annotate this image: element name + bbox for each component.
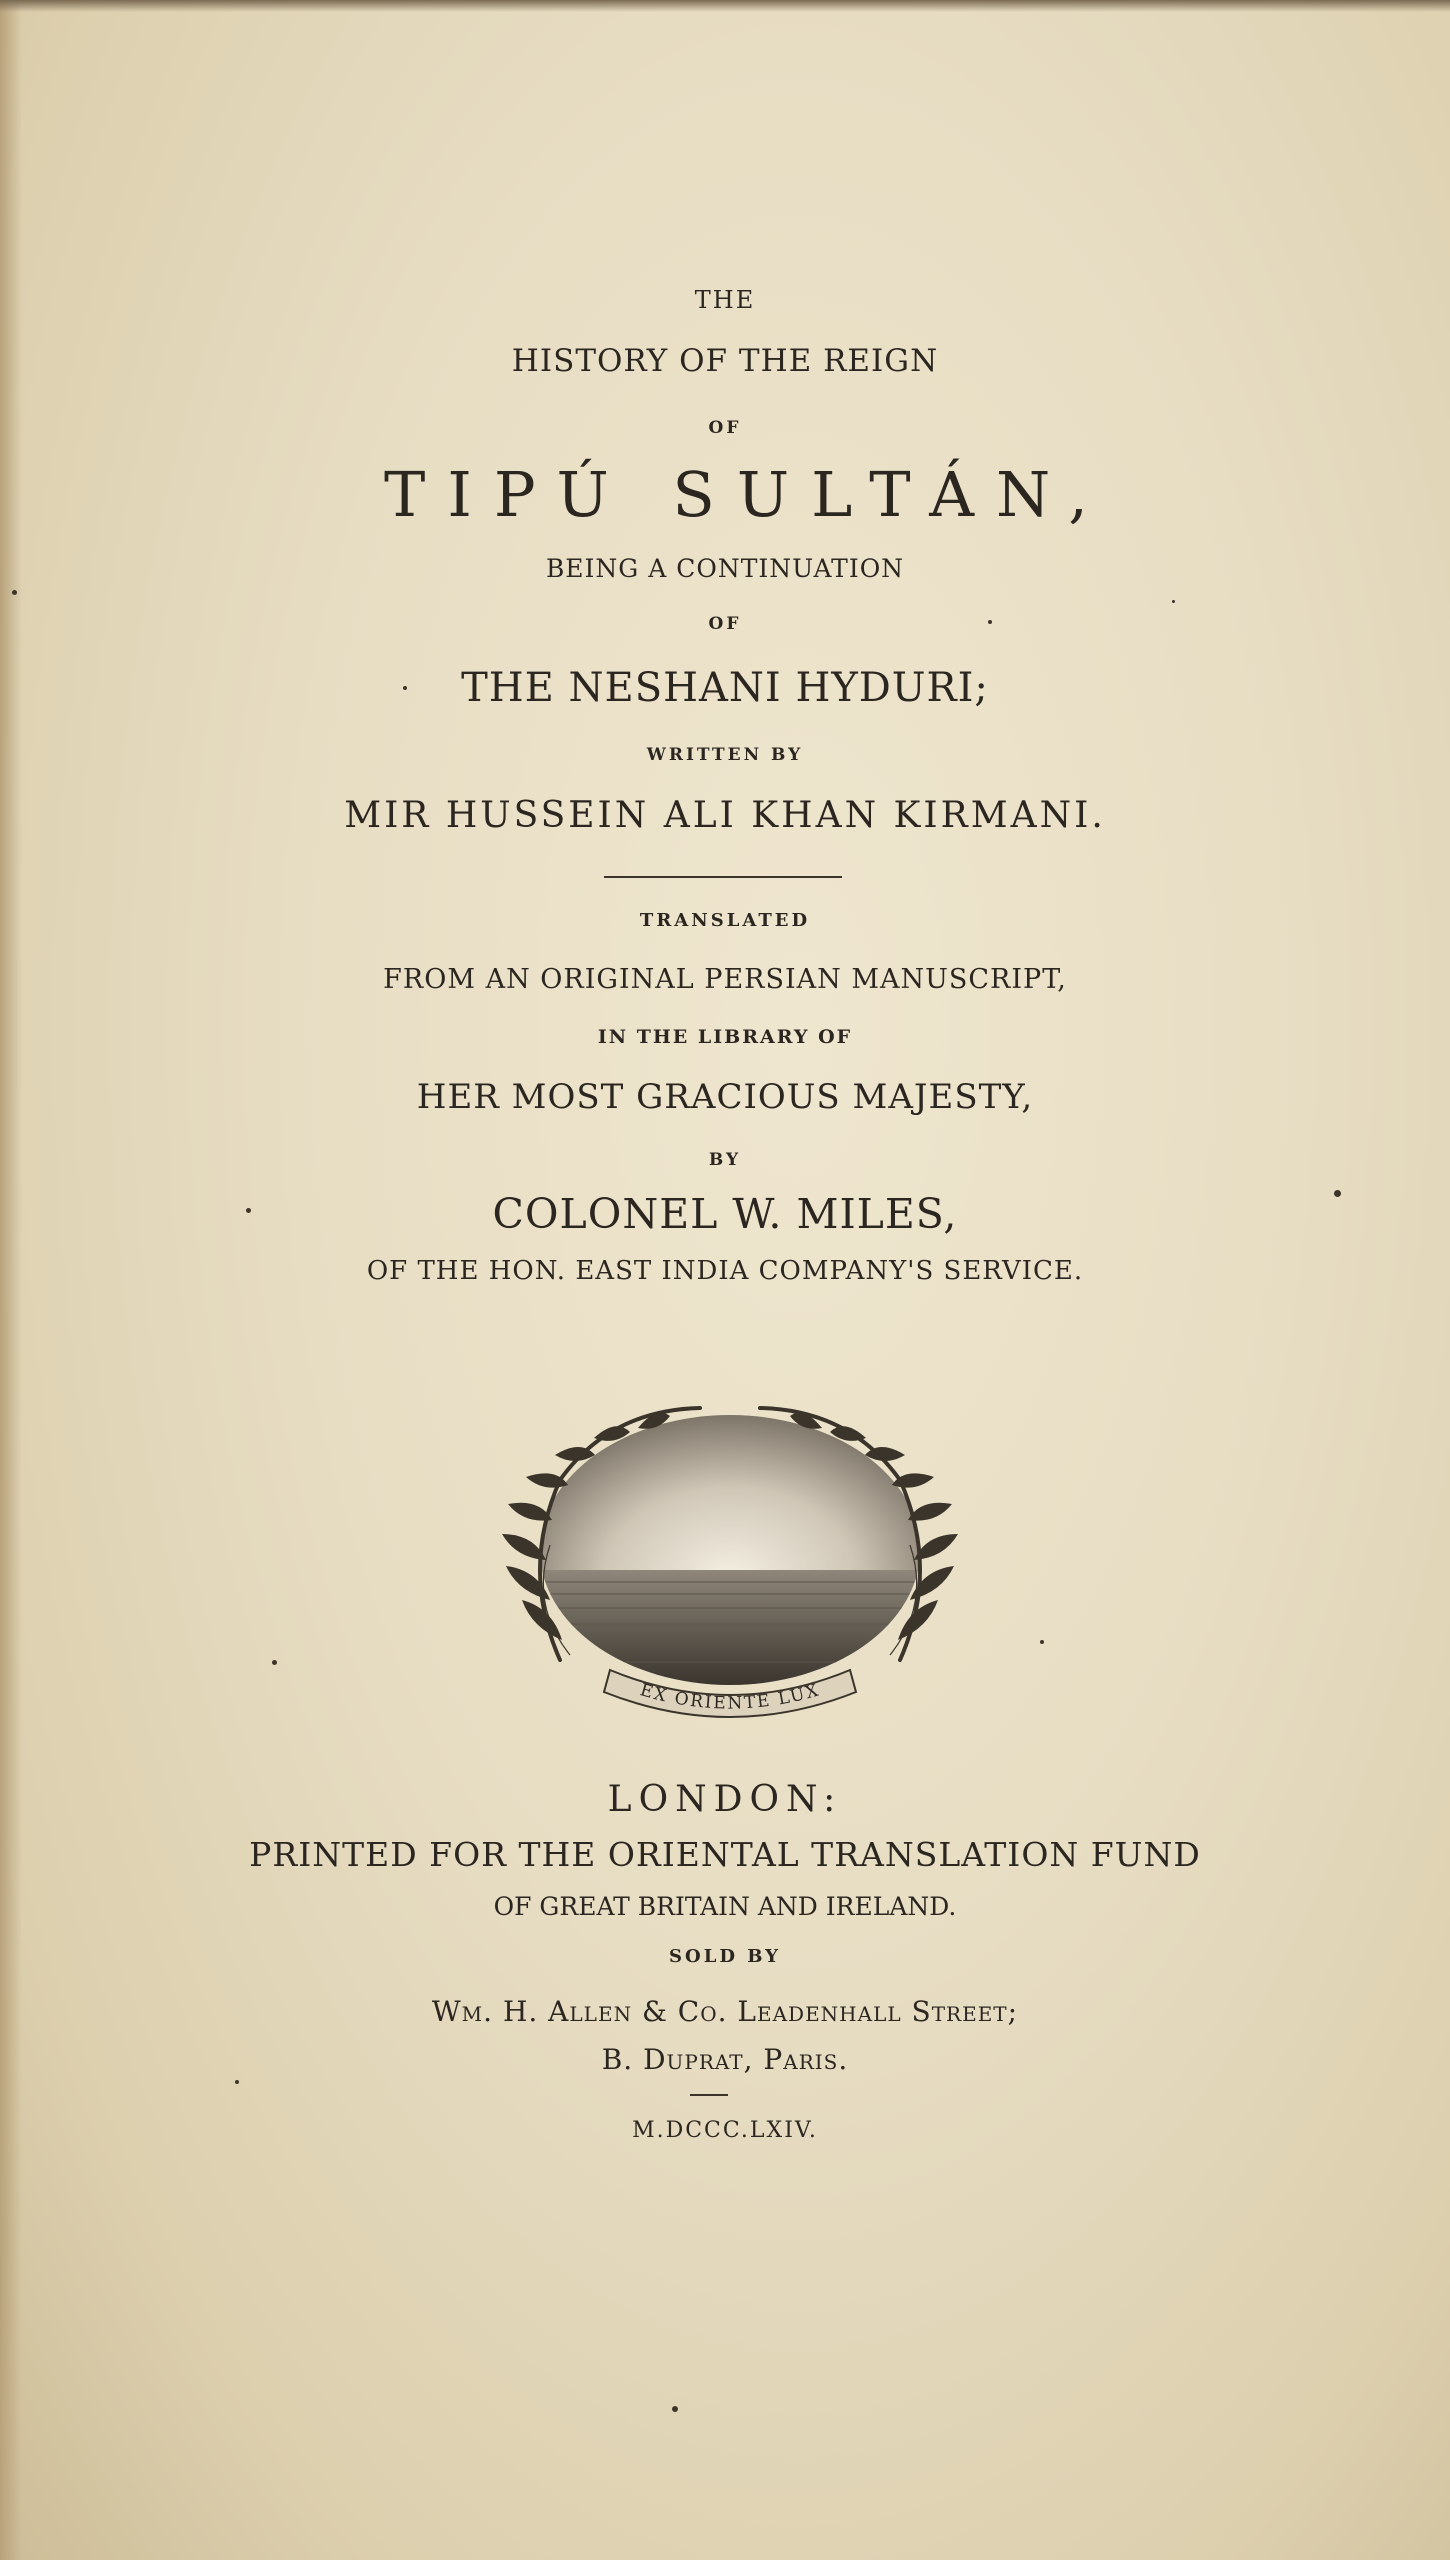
title-by: BY	[708, 1150, 742, 1170]
title-history-of-the-reign: HISTORY OF THE REIGN	[511, 343, 939, 379]
foxing-speck	[12, 590, 17, 595]
title-subject: TIPÚ SULTÁN,	[383, 458, 1110, 531]
imprint-duprat: B. Duprat, Paris.	[601, 2043, 849, 2076]
title-of-2: OF	[708, 614, 742, 634]
divider-rule-bottom	[690, 2094, 728, 2096]
title-neshani-hyduri: THE NESHANI HYDURI;	[461, 665, 989, 711]
svg-text:EX ORIENTE LUX	[638, 1680, 823, 1713]
title-translated: TRANSLATED	[639, 910, 811, 931]
foxing-speck	[246, 1208, 251, 1213]
imprint-city: LONDON:	[607, 1779, 843, 1820]
foxing-speck	[403, 686, 407, 690]
foxing-speck	[1334, 1190, 1341, 1197]
emblem-motto-ribbon	[500, 1370, 960, 1740]
title-being-a-continuation: BEING A CONTINUATION	[545, 554, 905, 583]
foxing-speck	[1172, 600, 1175, 603]
title-translator: COLONEL W. MILES,	[492, 1190, 958, 1238]
title-the: THE	[694, 286, 756, 314]
foxing-speck	[272, 1660, 277, 1665]
title-of-1: OF	[708, 418, 742, 438]
foxing-speck	[235, 2080, 239, 2084]
title-her-majesty: HER MOST GRACIOUS MAJESTY,	[416, 1077, 1034, 1117]
foxing-speck	[1040, 1640, 1044, 1644]
emblem-motto: EX ORIENTE LUX	[637, 1680, 823, 1714]
title-author: MIR HUSSEIN ALI KHAN KIRMANI.	[344, 795, 1106, 836]
imprint-printed-for: PRINTED FOR THE ORIENTAL TRANSLATION FUND	[249, 1835, 1201, 1874]
title-from-manuscript: FROM AN ORIGINAL PERSIAN MANUSCRIPT,	[383, 964, 1067, 995]
title-in-the-library-of: IN THE LIBRARY OF	[597, 1026, 853, 1048]
imprint-year: M.DCCC.LXIV.	[632, 2118, 818, 2143]
imprint-sold-by: SOLD BY	[669, 1946, 781, 1967]
foxing-speck	[988, 620, 992, 624]
title-service: OF THE HON. EAST INDIA COMPANY'S SERVICE.	[366, 1256, 1084, 1286]
divider-rule-top	[604, 876, 842, 878]
foxing-speck	[672, 2406, 678, 2412]
imprint-allen: Wm. H. Allen & Co. Leadenhall Street;	[431, 1995, 1019, 2028]
title-written-by: WRITTEN BY	[646, 745, 804, 765]
imprint-great-britain: OF GREAT BRITAIN AND IRELAND.	[493, 1892, 957, 1921]
